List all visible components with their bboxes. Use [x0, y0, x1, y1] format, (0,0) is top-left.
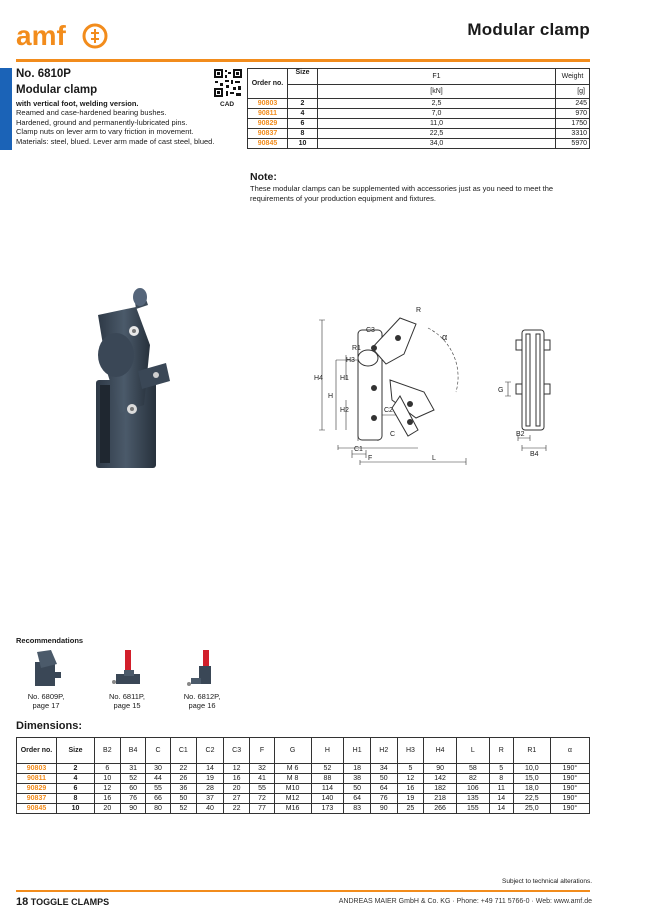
subject-notice: Subject to technical alterations. — [502, 878, 592, 885]
weight-cell: 245 — [556, 99, 590, 109]
section-name: TOGGLE CLAMPS — [30, 897, 110, 907]
label-h1: H1 — [340, 375, 349, 382]
order-number-link[interactable]: 90811 — [17, 774, 57, 784]
dim-cell: 218 — [424, 794, 457, 804]
weight-cell: 1750 — [556, 119, 590, 129]
product-number: No. 6810P — [16, 68, 71, 80]
footer-divider — [16, 890, 590, 892]
product-description-line: Hardened, ground and permanently-lubricated pins. — [16, 117, 188, 127]
label-b4: B4 — [530, 451, 539, 458]
dim-cell: 64 — [344, 794, 371, 804]
dim-cell: M 6 — [274, 764, 311, 774]
size-cell: 4 — [288, 109, 318, 119]
dim-cell: 190° — [550, 774, 589, 784]
size-cell: 8 — [288, 129, 318, 139]
dim-cell: 58 — [456, 764, 489, 774]
size-cell: 10 — [288, 139, 318, 149]
dim-cell: 32 — [250, 764, 274, 774]
dim-cell: 26 — [170, 774, 197, 784]
dim-col-header: C1 — [170, 738, 197, 764]
dim-cell: 8 — [57, 794, 95, 804]
dim-cell: 52 — [170, 804, 197, 814]
label-c2: C2 — [384, 407, 393, 414]
table-row — [17, 764, 590, 774]
dim-col-header: α — [550, 738, 589, 764]
col-size: Size — [288, 69, 318, 85]
weight-cell: 3310 — [556, 129, 590, 139]
table-row — [17, 774, 590, 784]
table-row — [248, 119, 590, 129]
weight-cell: 970 — [556, 109, 590, 119]
dim-cell: 36 — [170, 784, 197, 794]
dim-cell: 52 — [311, 764, 344, 774]
recommendation-item[interactable] — [16, 648, 76, 710]
order-number-link[interactable]: 90829 — [248, 119, 288, 129]
f1-cell: 2,5 — [318, 99, 556, 109]
dim-col-header: C3 — [223, 738, 250, 764]
dim-cell: 106 — [456, 784, 489, 794]
dim-cell: 10 — [94, 774, 120, 784]
dim-cell: 190° — [550, 804, 589, 814]
label-b2: B2 — [516, 431, 525, 438]
dim-cell: 16 — [94, 794, 120, 804]
col-size-unit — [288, 85, 318, 99]
rec-label: No. 6809P, — [27, 692, 65, 701]
dim-cell: 12 — [223, 764, 250, 774]
col-order: Order no. — [248, 69, 288, 99]
dim-cell: 12 — [94, 784, 120, 794]
dim-cell: 14 — [489, 794, 513, 804]
dim-cell: 15,0 — [513, 774, 550, 784]
dim-cell: 76 — [120, 794, 146, 804]
dim-col-header: H2 — [370, 738, 397, 764]
order-number-link[interactable]: 90837 — [248, 129, 288, 139]
order-number-link[interactable]: 90829 — [17, 784, 57, 794]
dim-cell: M10 — [274, 784, 311, 794]
dim-cell: 10 — [57, 804, 95, 814]
label-c3: C3 — [366, 327, 375, 334]
dim-cell: 19 — [397, 794, 424, 804]
dim-cell: 6 — [94, 764, 120, 774]
clamp-product-image — [78, 285, 178, 470]
order-number-link[interactable]: 90845 — [17, 804, 57, 814]
col-f1-unit: [kN] — [318, 85, 556, 99]
dim-col-header: Order no. — [17, 738, 57, 764]
dim-cell: 88 — [311, 774, 344, 784]
note-title: Note: — [250, 171, 277, 183]
dim-cell: 14 — [197, 764, 224, 774]
dim-cell: 135 — [456, 794, 489, 804]
dim-cell: 140 — [311, 794, 344, 804]
rec-label: No. 6812P, — [183, 692, 221, 701]
order-number-link[interactable]: 90811 — [248, 109, 288, 119]
order-number-link[interactable]: 90845 — [248, 139, 288, 149]
dim-cell: 50 — [370, 774, 397, 784]
footer-page-info — [16, 896, 109, 908]
col-weight: Weight — [556, 69, 590, 85]
dim-cell: 52 — [120, 774, 146, 784]
clamp-6809p-thumbnail — [29, 648, 63, 688]
label-f: F — [368, 455, 373, 462]
dim-cell: 4 — [57, 774, 95, 784]
table-row — [248, 139, 590, 149]
col-f1: F1 — [318, 69, 556, 85]
dim-cell: 20 — [94, 804, 120, 814]
dim-cell: 50 — [344, 784, 371, 794]
size-cell: 2 — [288, 99, 318, 109]
qr-cad-label: CAD — [220, 101, 235, 108]
dim-col-header: H1 — [344, 738, 371, 764]
label-r: R — [416, 307, 422, 314]
footer-address: ANDREAS MAIER GmbH & Co. KG · Phone: +49 711 5766-0 · Web: www.amf.de — [338, 898, 592, 905]
dim-cell: 8 — [489, 774, 513, 784]
dim-cell: 19 — [197, 774, 224, 784]
label-h3: H3 — [346, 357, 355, 364]
table-row — [248, 129, 590, 139]
dim-cell: M 8 — [274, 774, 311, 784]
dim-cell: 41 — [250, 774, 274, 784]
dim-col-header: B4 — [120, 738, 146, 764]
dim-cell: 80 — [146, 804, 170, 814]
dim-cell: M16 — [274, 804, 311, 814]
order-number-link[interactable]: 90803 — [17, 764, 57, 774]
dim-cell: 11 — [489, 784, 513, 794]
dim-cell: 18,0 — [513, 784, 550, 794]
dim-cell: 20 — [223, 784, 250, 794]
label-alpha: α — [442, 332, 448, 342]
dim-cell: 5 — [397, 764, 424, 774]
dim-cell: 2 — [57, 764, 95, 774]
dim-col-header: R — [489, 738, 513, 764]
dim-cell: 55 — [146, 784, 170, 794]
note-text: These modular clamps can be supplemented with accessories just as you need to meet the requirements of your production equipment and fixtures. — [250, 184, 554, 203]
dim-cell: 64 — [370, 784, 397, 794]
dim-cell: 114 — [311, 784, 344, 794]
dim-cell: 16 — [397, 784, 424, 794]
qr-code-icon[interactable] — [213, 68, 243, 98]
rec-page: page 16 — [188, 701, 216, 710]
dim-cell: 40 — [197, 804, 224, 814]
dim-cell: 182 — [424, 784, 457, 794]
dim-cell: 34 — [370, 764, 397, 774]
table-row — [17, 804, 590, 814]
dim-col-header: R1 — [513, 738, 550, 764]
dimension-drawing — [308, 300, 483, 465]
dim-cell: 190° — [550, 784, 589, 794]
dim-cell: 60 — [120, 784, 146, 794]
dimensions-table — [16, 737, 590, 814]
dim-col-header: F — [250, 738, 274, 764]
f1-cell: 11,0 — [318, 119, 556, 129]
dim-cell: 83 — [344, 804, 371, 814]
label-l: L — [432, 455, 436, 462]
dim-col-header: B2 — [94, 738, 120, 764]
clamp-6811p-thumbnail — [110, 648, 144, 688]
dim-cell: 55 — [250, 784, 274, 794]
dim-cell: 90 — [370, 804, 397, 814]
dim-cell: 190° — [550, 764, 589, 774]
section-tab — [0, 68, 12, 150]
product-description-line: Clamp nuts on lever arm to vary friction in movement. — [16, 127, 194, 137]
dim-cell: 12 — [397, 774, 424, 784]
dim-cell: 31 — [120, 764, 146, 774]
dim-cell: 76 — [370, 794, 397, 804]
dim-cell: 173 — [311, 804, 344, 814]
dim-col-header: H4 — [424, 738, 457, 764]
dim-col-header: C — [146, 738, 170, 764]
dim-cell: 44 — [146, 774, 170, 784]
amf-logo — [16, 20, 108, 52]
dim-col-header: L — [456, 738, 489, 764]
recommendation-item[interactable] — [97, 648, 157, 710]
dim-cell: 155 — [456, 804, 489, 814]
rec-page: page 17 — [32, 701, 60, 710]
dim-cell: 27 — [223, 794, 250, 804]
dim-cell: 14 — [489, 804, 513, 814]
dim-cell: 90 — [424, 764, 457, 774]
order-number-link[interactable]: 90837 — [17, 794, 57, 804]
dim-cell: 66 — [146, 794, 170, 804]
spec-table — [247, 68, 590, 149]
dim-cell: 77 — [250, 804, 274, 814]
f1-cell: 34,0 — [318, 139, 556, 149]
dim-cell: 22,5 — [513, 794, 550, 804]
weight-cell: 5970 — [556, 139, 590, 149]
dim-cell: 18 — [344, 764, 371, 774]
label-h2: H2 — [340, 407, 349, 414]
dim-cell: 22 — [170, 764, 197, 774]
dim-cell: 50 — [170, 794, 197, 804]
order-number-link[interactable]: 90803 — [248, 99, 288, 109]
dim-cell: 6 — [57, 784, 95, 794]
dim-cell: M12 — [274, 794, 311, 804]
product-description-line: Reamed and case-hardened bearing bushes. — [16, 108, 167, 117]
size-cell: 6 — [288, 119, 318, 129]
dim-cell: 25,0 — [513, 804, 550, 814]
label-g: G — [498, 387, 504, 394]
dim-cell: 142 — [424, 774, 457, 784]
label-h4: H4 — [314, 375, 323, 382]
dimensions-title: Dimensions: — [16, 720, 83, 732]
product-name: Modular clamp — [16, 84, 98, 96]
dim-cell: 25 — [397, 804, 424, 814]
label-h: H — [328, 393, 334, 400]
dim-col-header: H3 — [397, 738, 424, 764]
product-info — [16, 68, 226, 146]
table-row — [17, 784, 590, 794]
rec-label: No. 6811P, — [108, 692, 145, 701]
header-divider — [16, 59, 590, 62]
product-description-line: Materials: steel, blued. Lever arm made of cast steel, blued. — [16, 136, 215, 146]
dim-col-header: G — [274, 738, 311, 764]
dim-cell: 16 — [223, 774, 250, 784]
dim-cell: 266 — [424, 804, 457, 814]
page-number: 18 — [16, 896, 29, 908]
dim-cell: 90 — [120, 804, 146, 814]
dim-cell: 38 — [344, 774, 371, 784]
dim-cell: 82 — [456, 774, 489, 784]
table-row — [248, 109, 590, 119]
table-row — [248, 99, 590, 109]
product-subtitle: with vertical foot, welding version. — [16, 99, 139, 108]
dim-cell: 10,0 — [513, 764, 550, 774]
dim-cell: 28 — [197, 784, 224, 794]
dim-col-header: H — [311, 738, 344, 764]
f1-cell: 22,5 — [318, 129, 556, 139]
recommendations-title: Recommendations — [16, 636, 84, 645]
label-r1: R1 — [352, 345, 361, 352]
label-c1: C1 — [354, 446, 363, 453]
dim-cell: 190° — [550, 794, 589, 804]
dim-col-header: Size — [57, 738, 95, 764]
dim-cell: 5 — [489, 764, 513, 774]
table-row — [17, 794, 590, 804]
col-weight-unit: [g] — [556, 85, 590, 99]
rec-page: page 15 — [113, 701, 141, 710]
dim-cell: 72 — [250, 794, 274, 804]
clamp-6812p-thumbnail — [185, 648, 219, 688]
recommendation-item[interactable] — [172, 648, 232, 710]
logo-text: amf — [16, 20, 66, 51]
dim-cell: 30 — [146, 764, 170, 774]
side-view-drawing — [494, 320, 564, 460]
dim-cell: 22 — [223, 804, 250, 814]
f1-cell: 7,0 — [318, 109, 556, 119]
dim-col-header: C2 — [197, 738, 224, 764]
dim-cell: 37 — [197, 794, 224, 804]
label-c: C — [390, 431, 396, 438]
page-title: Modular clamp — [467, 20, 590, 39]
